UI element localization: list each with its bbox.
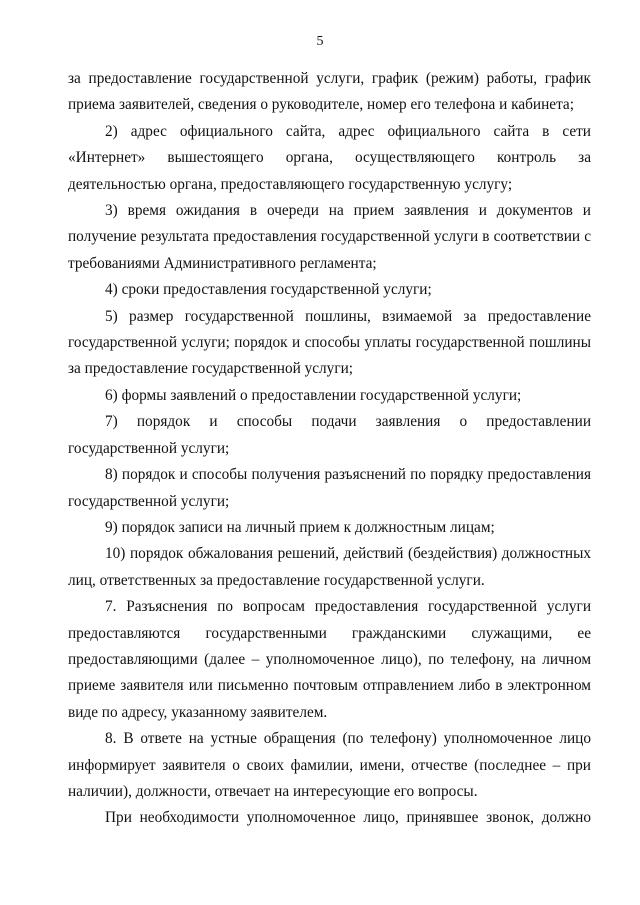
paragraph-item-7: 7) порядок и способы подачи заявления о предоставлении государственной услуги; [68, 413, 591, 457]
paragraph-item-6: 6) формы заявлений о предоставлении государственной услуги; [105, 386, 522, 404]
paragraph-item-2: 2) адрес официального сайта, адрес официального сайта в сети «Интернет» вышестоящего органа, осуществляющего контроль за деятельностью органа, предоставляющего государственную услугу; [68, 122, 591, 193]
paragraph-item-5: 5) размер государственной пошлины, взимаемой за предоставление государственной услуги; порядок и способы уплаты государственной пошлины за предоставление государственной услуги; [68, 307, 591, 378]
paragraph-item-8: 8) порядок и способы получения разъяснений по порядку предоставления государственной услуги; [68, 466, 591, 510]
paragraph-item-4: 4) сроки предоставления государственной услуги; [105, 281, 432, 299]
paragraph-section-7: 7. Разъяснения по вопросам предоставления государственной услуги предоставляются государственными гражданскими служащими, ее предоставляющими (далее – уполномоченное лицо), по телефону, на личном приеме заявителя или письменно почтовым отправлением либо в электронном виде по адресу, указанному заявителем. [68, 598, 591, 721]
paragraph-item-3: 3) время ожидания в очереди на прием заявления и документов и получение результата предоставления государственной услуги в соответствии с требованиями Административного регламента; [68, 202, 591, 272]
paragraph-continued-next-page: При необходимости уполномоченное лицо, принявшее звонок, должно [105, 809, 591, 827]
page-number: 5 [316, 34, 324, 49]
paragraph-item-9: 9) порядок записи на личный прием к должностным лицам; [105, 518, 495, 536]
paragraph-section-8: 8. В ответе на устные обращения (по телефону) уполномоченное лицо информирует заявителя о своих фамилии, имени, отчестве (последнее – при наличии), должности, отвечает на интересующие его вопросы. [68, 730, 591, 800]
paragraph-item-10: 10) порядок обжалования решений, действий (бездействия) должностных лиц, ответственных за предоставление государственной услуги. [68, 545, 591, 589]
document-body [68, 66, 591, 832]
paragraph-continuation: за предоставление государственной услуги, график (режим) работы, график приема заявителей, сведения о руководителе, номер его телефона и кабинета; [68, 70, 591, 114]
